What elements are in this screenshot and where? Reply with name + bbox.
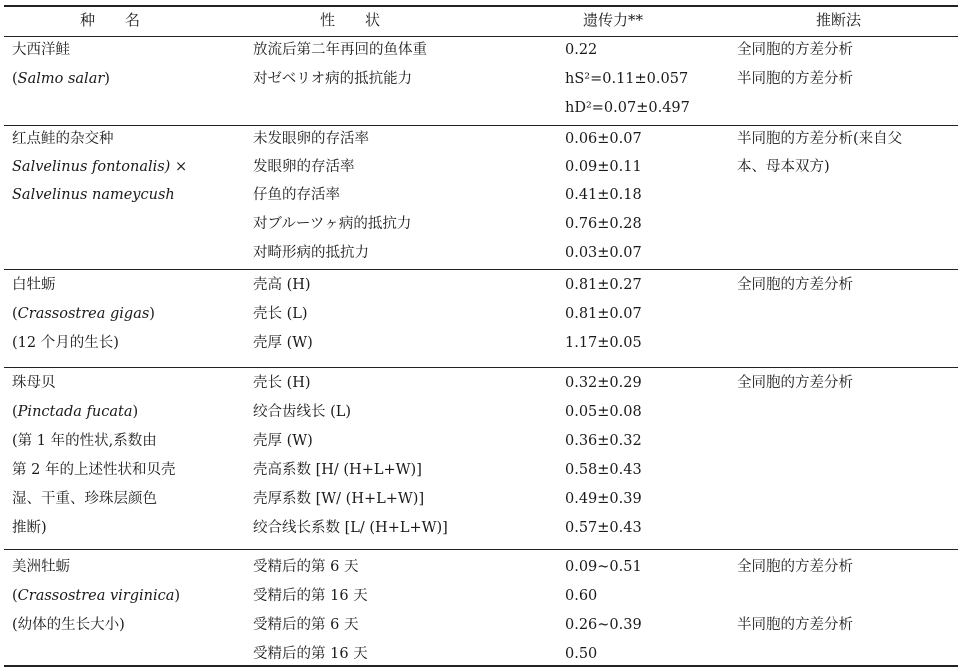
heritability-cell: 0.81±0.07: [565, 306, 642, 322]
trait-cell: 未发眼卵的存活率: [253, 131, 369, 147]
heritability-cell: 0.06±0.07: [565, 131, 642, 147]
species-latin-text: Pinctada fucata: [17, 404, 133, 420]
method-cell: 半同胞的方差分析(来自父: [737, 131, 903, 147]
species-name: 美洲牡蛎: [12, 559, 70, 575]
method-cell: 全同胞的方差分析: [737, 277, 853, 293]
trait-cell: 壳高 (H): [253, 277, 311, 293]
species-name: 珠母贝: [12, 375, 56, 391]
species-latin: [12, 185, 175, 205]
heritability-cell: 0.36±0.32: [565, 433, 642, 449]
species-latin: [12, 157, 187, 177]
group-divider: [4, 269, 958, 270]
header-method: 推断法: [816, 11, 862, 29]
heritability-cell: 0.32±0.29: [565, 375, 642, 391]
trait-cell: 受精后的第 6 天: [253, 559, 359, 575]
species-name: 大西洋鲑: [12, 42, 70, 58]
group-divider: [4, 549, 958, 550]
method-cell: 本、母本双方): [737, 159, 830, 175]
heritability-cell: 0.76±0.28: [565, 216, 642, 232]
heritability-cell: 0.09~0.51: [565, 559, 642, 575]
species-latin: (Crassostrea virginica): [12, 588, 181, 604]
species-latin-text: Salvelinus fontonalis) ×: [12, 159, 188, 175]
heritability-cell: 0.26~0.39: [565, 617, 642, 633]
species-latin-text: Crassostrea virginica: [17, 588, 175, 604]
heritability-cell: hD²=0.07±0.497: [565, 100, 690, 116]
method-cell: 全同胞的方差分析: [737, 559, 853, 575]
trait-cell: 对ブルーツヶ病的抵抗力: [253, 216, 412, 232]
trait-cell: 对畸形病的抵抗力: [253, 245, 369, 261]
species-name: 白牡蛎: [12, 277, 56, 293]
species-latin-text: Salvelinus nameycush: [12, 187, 175, 203]
trait-cell: 壳厚 (W): [253, 433, 313, 449]
trait-cell: 壳长 (H): [253, 375, 311, 391]
species-note: (第 1 年的性状,系数由: [12, 433, 157, 449]
species-note: 推断): [12, 520, 47, 536]
heritability-cell: 0.22: [565, 42, 598, 58]
heritability-cell: 0.57±0.43: [565, 520, 642, 536]
heritability-cell: 0.09±0.11: [565, 159, 642, 175]
trait-cell: 发眼卵的存活率: [253, 159, 355, 175]
heritability-cell: 0.81±0.27: [565, 277, 642, 293]
heritability-cell: hS²=0.11±0.057: [565, 71, 689, 87]
trait-cell: 绞合齿线长 (L): [253, 404, 352, 420]
trait-cell: 受精后的第 16 天: [253, 646, 368, 662]
species-name: 红点鲑的杂交种: [12, 131, 114, 147]
trait-cell: 壳长 (L): [253, 306, 308, 322]
trait-cell: 壳高系数 [H/ (H+L+W)]: [253, 462, 422, 478]
trait-cell: 壳厚系数 [W/ (H+L+W)]: [253, 491, 425, 507]
heritability-cell: 0.58±0.43: [565, 462, 642, 478]
trait-cell: 仔鱼的存活率: [253, 187, 340, 203]
header-heritability: 遗传力**: [583, 11, 644, 29]
heritability-cell: 0.60: [565, 588, 598, 604]
species-latin-text: Salmo salar: [17, 71, 105, 87]
method-cell: 全同胞的方差分析: [737, 42, 853, 58]
heritability-cell: 0.50: [565, 646, 598, 662]
table-bottom-rule: [4, 665, 958, 667]
header-trait: 性 状: [320, 11, 381, 29]
species-note: (12 个月的生长): [12, 335, 119, 351]
heritability-cell: 0.03±0.07: [565, 245, 642, 261]
species-latin: (Salmo salar): [12, 71, 110, 87]
header-rule: [4, 36, 958, 37]
method-cell: 半同胞的方差分析: [737, 71, 853, 87]
heritability-cell: 0.49±0.39: [565, 491, 642, 507]
trait-cell: 放流后第二年再回的鱼体重: [253, 42, 427, 58]
trait-cell: 受精后的第 16 天: [253, 588, 368, 604]
species-note: 湿、干重、珍珠层颜色: [12, 491, 157, 507]
group-divider: [4, 125, 958, 126]
species-latin-text: Crassostrea gigas: [17, 306, 150, 322]
heritability-cell: 0.41±0.18: [565, 187, 642, 203]
species-latin: (Pinctada fucata): [12, 404, 139, 420]
method-cell: 全同胞的方差分析: [737, 375, 853, 391]
table-top-rule: [4, 5, 958, 7]
trait-cell: 绞合线长系数 [L/ (H+L+W)]: [253, 520, 448, 536]
species-latin: (Crassostrea gigas): [12, 306, 155, 322]
trait-cell: 壳厚 (W): [253, 335, 313, 351]
header-species: 种 名: [80, 11, 141, 29]
method-cell: 半同胞的方差分析: [737, 617, 853, 633]
trait-cell: 对ゼベリオ病的抵抗能力: [253, 71, 413, 87]
species-note: 第 2 年的上述性状和贝壳: [12, 462, 176, 478]
trait-cell: 受精后的第 6 天: [253, 617, 359, 633]
heritability-cell: 1.17±0.05: [565, 335, 642, 351]
species-note: (幼体的生长大小): [12, 617, 125, 633]
heritability-cell: 0.05±0.08: [565, 404, 642, 420]
group-divider: [4, 367, 958, 368]
